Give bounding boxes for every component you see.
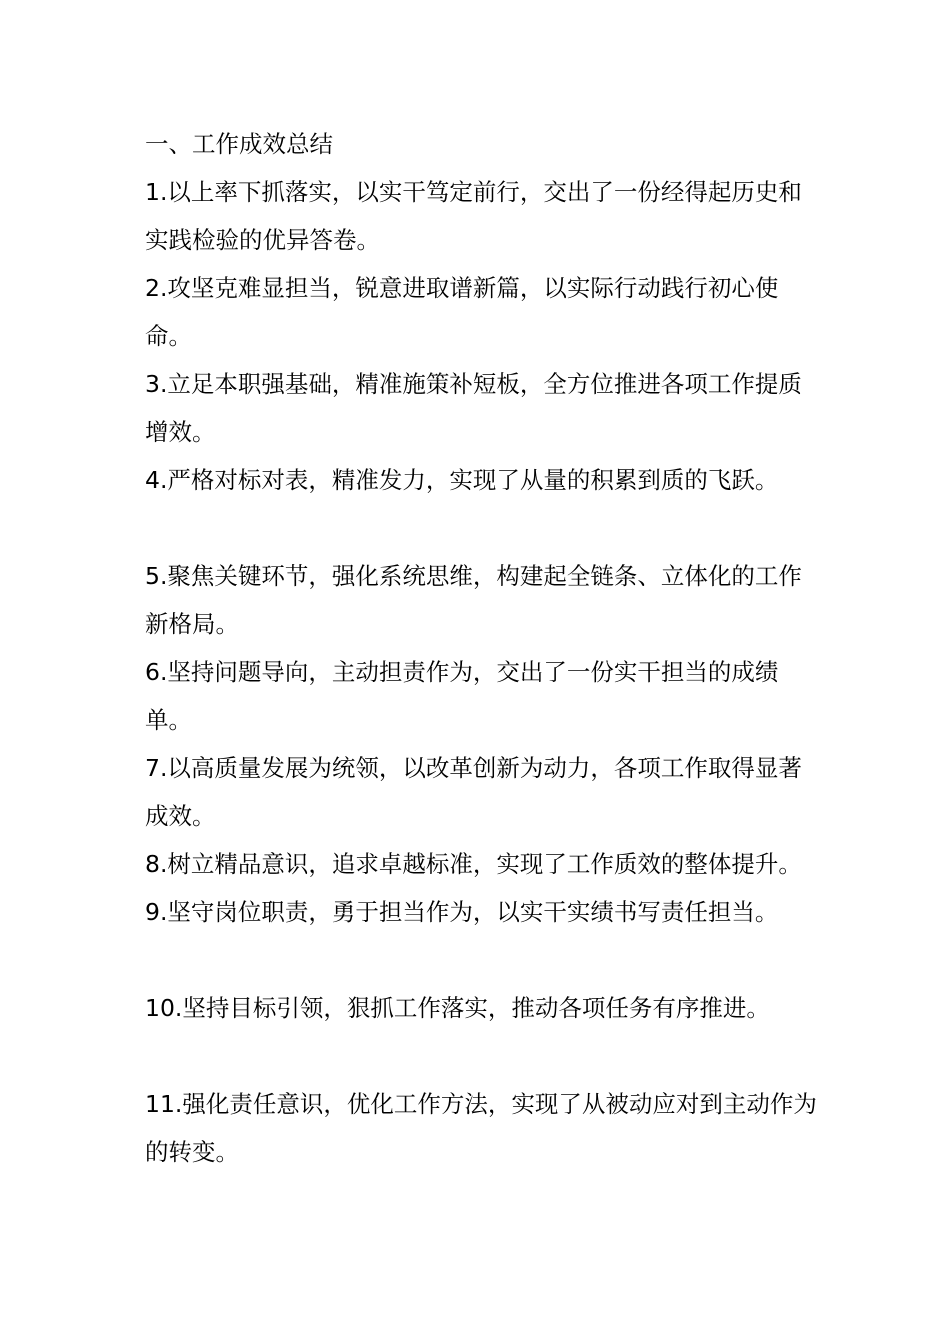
- list-item-6: 6.坚持问题导向，主动担责作为，交出了一份实干担当的成绩单。: [145, 658, 779, 734]
- list-item-10: 10.坚持目标引领，狠抓工作落实，推动各项任务有序推进。: [145, 994, 770, 1022]
- list-item-7: 7.以高质量发展为统领，以改革创新为动力，各项工作取得显著成效。: [145, 754, 802, 830]
- list-item-1: 1.以上率下抓落实，以实干笃定前行，交出了一份经得起历史和实践检验的优异答卷。: [145, 178, 802, 254]
- list-item-9: 9.坚守岗位职责，勇于担当作为，以实干实绩书写责任担当。: [145, 898, 779, 926]
- list-item-2: 2.攻坚克难显担当，锐意进取谱新篇，以实际行动践行初心使命。: [145, 274, 779, 350]
- document-body: [145, 120, 817, 1176]
- list-item-5: 5.聚焦关键环节，强化系统思维，构建起全链条、立体化的工作新格局。: [145, 562, 802, 638]
- list-item-4: 4.严格对标对表，精准发力，实现了从量的积累到质的飞跃。: [145, 466, 779, 494]
- list-item-3: 3.立足本职强基础，精准施策补短板，全方位推进各项工作提质增效。: [145, 370, 802, 446]
- section-title: 一、工作成效总结: [145, 130, 333, 158]
- list-item-11: 11.强化责任意识，优化工作方法，实现了从被动应对到主动作为的转变。: [145, 1090, 817, 1166]
- list-item-8: 8.树立精品意识，追求卓越标准，实现了工作质效的整体提升。: [145, 850, 802, 878]
